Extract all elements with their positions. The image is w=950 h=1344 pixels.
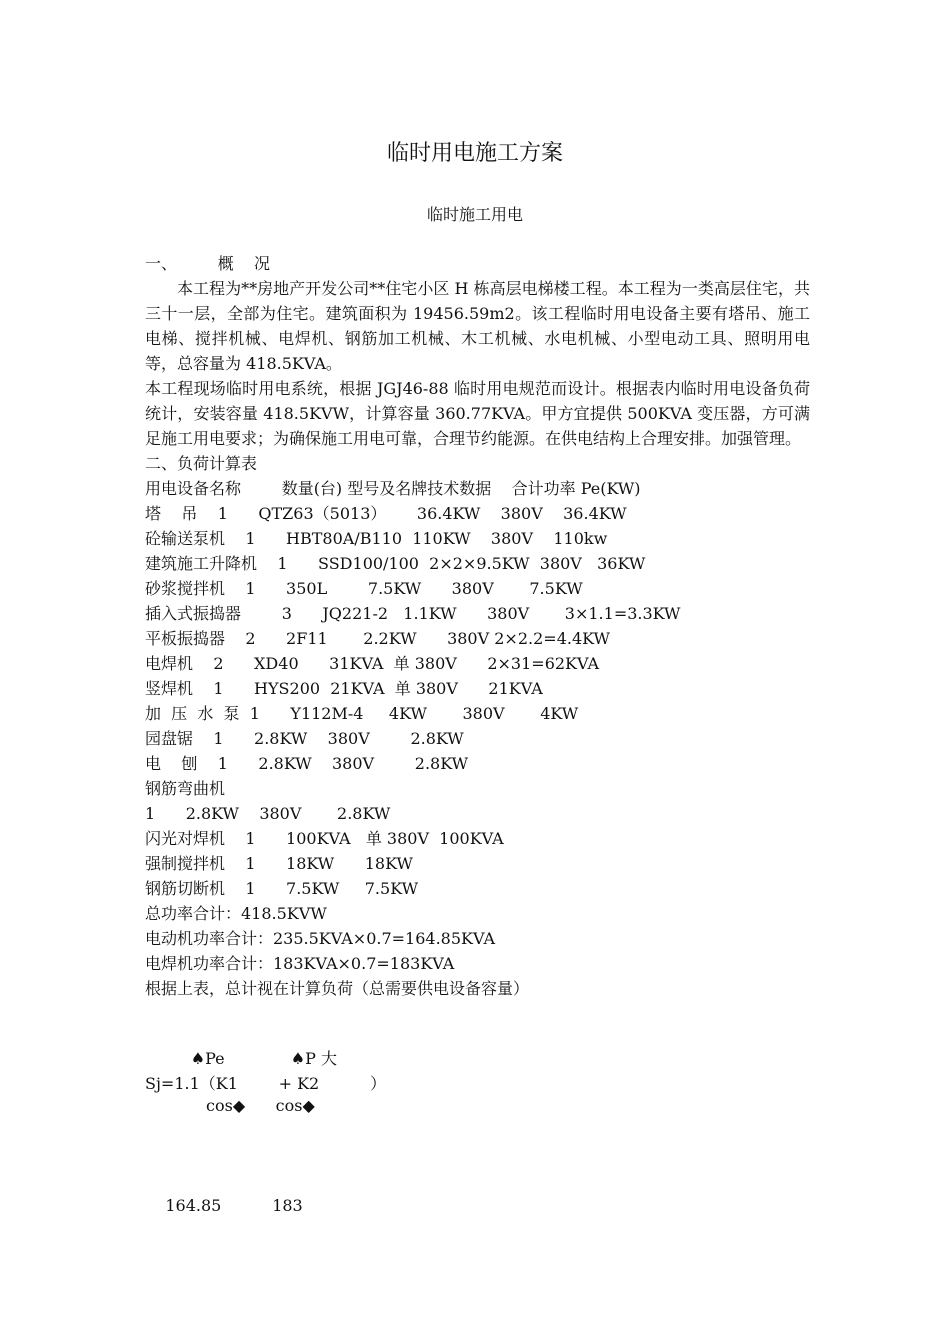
overview-paragraph-2: 本工程现场临时用电系统，根据 JGJ46-88 临时用电规范而设计。根据表内临时用电设备负荷统计，安装容量 418.5KVW，计算容量 360.77KVA。甲方宜提供 500KVA 变压器，方可满足施工用电要求；为确保施工用电可靠，合理节约能源。在供电结构上合理安排。加强管理。	[145, 379, 810, 448]
formula-values: 164.85 183	[145, 1196, 303, 1215]
load-table-header: 用电设备名称 数量(台) 型号及名牌技术数据 合计功率 Pe(KW)	[145, 479, 641, 498]
document-title: 临时用电施工方案	[386, 141, 563, 166]
load-table-row: 园盘锯 1 2.8KW 380V 2.8KW	[145, 729, 464, 748]
overview-paragraph-1: 本工程为**房地产开发公司**住宅小区 H 栋高层电梯楼工程。本工程为一类高层住宅，共三十一层，全部为住宅。建筑面积为 19456.59m2。该工程临时用电设备主要有塔吊、施工电梯、搅拌机械、电焊机、钢筋加工机械、木工机械、水电机械、小型电动工具、照明用电等，总容量为 418.5KVA。	[145, 279, 810, 373]
formula-numerators: ♠Pe ♠P 大	[145, 1049, 337, 1068]
load-table-row: 插入式振捣器 3 JQ221-2 1.1KW 380V 3×1.1=3.3KW	[145, 604, 681, 623]
load-table-row: 电焊机 2 XD40 31KVA 单 380V 2×31=62KVA	[145, 654, 600, 673]
load-table-row: 建筑施工升降机 1 SSD100/100 2×2×9.5KW 380V 36KW	[145, 554, 646, 573]
formula-denominators: cos◆ cos◆	[145, 1096, 315, 1115]
apparent-load-line: 根据上表，总计视在计算负荷（总需要供电设备容量）	[145, 979, 530, 998]
formula-main: Sj=1.1（K1 + K2 ）	[145, 1074, 387, 1093]
load-table-row: 电 刨 1 2.8KW 380V 2.8KW	[145, 754, 469, 773]
welder-power-line: 电焊机功率合计：183KVA×0.7=183KVA	[145, 954, 455, 973]
total-power-line: 总功率合计：418.5KVW	[145, 904, 327, 923]
load-table-row: 砂浆搅拌机 1 350L 7.5KW 380V 7.5KW	[145, 579, 583, 598]
load-table-row: 砼输送泵机 1 HBT80A/B110 110KW 380V 110kw	[145, 529, 608, 548]
document-subtitle: 临时施工用电	[426, 205, 523, 224]
motor-power-line: 电动机功率合计：235.5KVA×0.7=164.85KVA	[145, 929, 496, 948]
load-table-row: 加 压 水 泵 1 Y112M-4 4KW 380V 4KW	[145, 704, 579, 723]
load-table-row: 竖焊机 1 HYS200 21KVA 单 380V 21KVA	[145, 679, 543, 698]
load-table-row: 强制搅拌机 1 18KW 18KW	[145, 854, 413, 873]
document-body	[145, 251, 810, 1001]
load-table-row: 1 2.8KW 380V 2.8KW	[145, 804, 391, 823]
load-table-row: 塔 吊 1 QTZ63（5013） 36.4KW 380V 36.4KW	[145, 504, 627, 523]
section-1-heading: 一、 概 况	[145, 254, 271, 273]
load-table-row: 闪光对焊机 1 100KVA 单 380V 100KVA	[145, 829, 504, 848]
section-2-heading: 二、负荷计算表	[145, 454, 258, 473]
load-table-row: 钢筋切断机 1 7.5KW 7.5KW	[145, 879, 419, 898]
load-table-row: 钢筋弯曲机	[145, 779, 226, 798]
load-table-row: 平板振捣器 2 2F11 2.2KW 380V 2×2.2=4.4KW	[145, 629, 610, 648]
